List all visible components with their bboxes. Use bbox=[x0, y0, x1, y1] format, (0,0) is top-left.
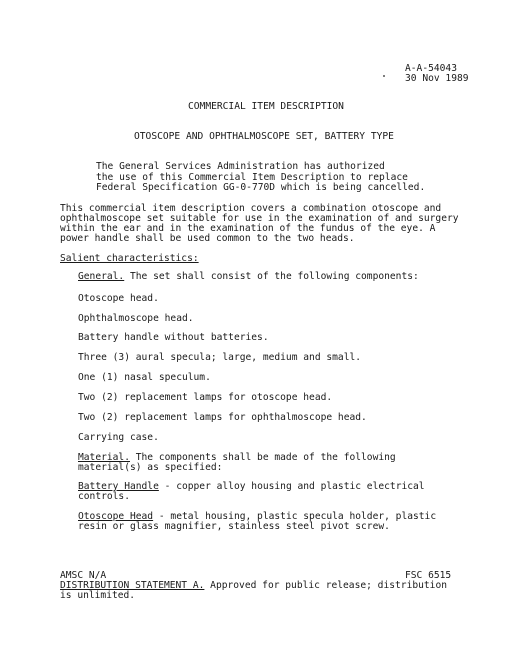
otoscope-head-label: Otoscope Head bbox=[78, 511, 154, 522]
document-date: 30 Nov 1989 bbox=[405, 73, 469, 84]
component-item: Otoscope head. bbox=[78, 293, 159, 304]
scan-speck bbox=[383, 75, 385, 77]
component-item: Carrying case. bbox=[78, 432, 159, 443]
material-text-line-2: material(s) as specified: bbox=[78, 462, 223, 473]
distribution-label: DISTRIBUTION STATEMENT A. bbox=[60, 580, 205, 591]
general-label: General. bbox=[78, 271, 125, 282]
material-text: The components shall be made of the following bbox=[129, 452, 396, 463]
intro-line-3: within the ear and in the examination of the fundus of the eye. A bbox=[60, 223, 436, 234]
intro-line-1: This commercial item description covers a combination otoscope and bbox=[60, 203, 442, 214]
fsc-code: FSC 6515 bbox=[405, 570, 452, 581]
amsc-code: AMSC N/A bbox=[60, 570, 107, 581]
document-title: OTOSCOPE AND OPHTHALMOSCOPE SET, BATTERY TYPE bbox=[134, 131, 394, 142]
document-number: A-A-54043 bbox=[405, 63, 457, 74]
general-text: The set shall consist of the following components: bbox=[124, 271, 419, 282]
component-item: Battery handle without batteries. bbox=[78, 332, 269, 343]
distribution-text-line-2: is unlimited. bbox=[60, 590, 136, 601]
authorization-line-3: Federal Specification GG-0-770D which is being cancelled. bbox=[96, 182, 426, 193]
otoscope-head-text: - metal housing, plastic specula holder, plastic bbox=[153, 511, 437, 522]
battery-handle-label: Battery Handle bbox=[78, 481, 159, 492]
component-item: Two (2) replacement lamps for ophthalmoscope head. bbox=[78, 412, 367, 423]
general-paragraph bbox=[78, 271, 419, 282]
salient-heading: Salient characteristics: bbox=[60, 253, 199, 264]
battery-handle-paragraph bbox=[78, 481, 425, 492]
component-item: Ophthalmoscope head. bbox=[78, 313, 194, 324]
battery-handle-text-line-2: controls. bbox=[78, 491, 130, 502]
component-item: One (1) nasal speculum. bbox=[78, 372, 211, 383]
component-item: Three (3) aural specula; large, medium and small. bbox=[78, 352, 362, 363]
authorization-line-2: the use of this Commercial Item Description to replace bbox=[96, 172, 408, 183]
authorization-line-1: The General Services Administration has authorized bbox=[96, 161, 385, 172]
battery-handle-text: - copper alloy housing and plastic electrical bbox=[158, 481, 425, 492]
material-label: Material. bbox=[78, 452, 130, 463]
otoscope-head-text-line-2: resin or glass magnifier, stainless steel pivot screw. bbox=[78, 521, 390, 532]
component-item: Two (2) replacement lamps for otoscope head. bbox=[78, 392, 333, 403]
distribution-text: Approved for public release; distribution bbox=[204, 580, 447, 591]
intro-line-4: power handle shall be used common to the two heads. bbox=[60, 233, 355, 244]
document-type-title: COMMERCIAL ITEM DESCRIPTION bbox=[188, 101, 344, 112]
intro-line-2: ophthalmoscope set suitable for use in the examination of and surgery bbox=[60, 213, 459, 224]
